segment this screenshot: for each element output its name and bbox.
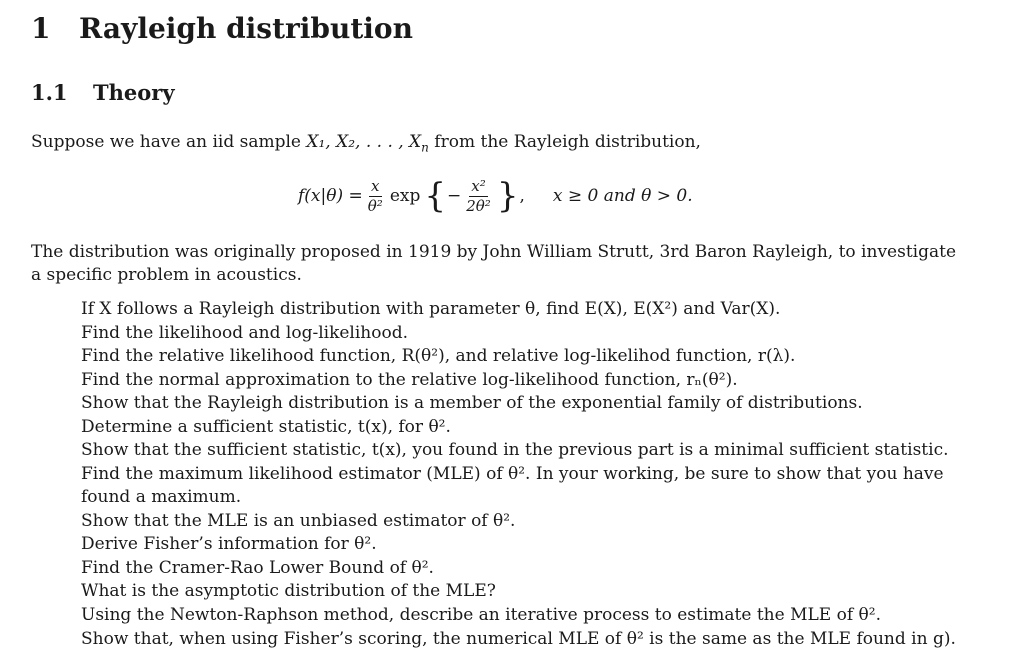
subsection-number: 1.1 bbox=[31, 80, 68, 105]
subsection-heading bbox=[31, 80, 175, 105]
right-brace: } bbox=[496, 176, 519, 216]
left-brace: { bbox=[424, 176, 446, 216]
fraction-1-denominator: θ² bbox=[367, 196, 383, 215]
fraction-2-numerator: x² bbox=[471, 176, 486, 195]
item-text: Determine a sufficient statistic, t(x), for θ². bbox=[81, 416, 451, 437]
intro-sample: X₁, X₂, . . . , X bbox=[306, 132, 422, 152]
item-text: What is the asymptotic distribution of the MLE? bbox=[81, 581, 496, 602]
density-equation bbox=[298, 170, 693, 222]
fraction-2-denominator: 2θ² bbox=[466, 196, 491, 215]
section-number: 1 bbox=[31, 12, 51, 45]
subsection-title: Theory bbox=[93, 80, 175, 105]
equation-condition: x ≥ 0 and θ > 0. bbox=[552, 186, 693, 206]
item-text: Find the Cramer-Rao Lower Bound of θ². bbox=[81, 557, 434, 578]
item-text: Show that the sufficient statistic, t(x), you found in the previous part is a minimal sufficient statistic. bbox=[81, 440, 949, 461]
fraction-1-numerator: x bbox=[371, 176, 380, 195]
equation-fraction-1 bbox=[366, 177, 385, 216]
equation-comma: , bbox=[519, 186, 525, 206]
item-text: Show that the Rayleigh distribution is a member of the exponential family of distributions. bbox=[81, 393, 863, 414]
item-text: Derive Fisher’s information for θ². bbox=[81, 534, 377, 555]
section-heading bbox=[31, 12, 413, 45]
equation-exp: exp bbox=[389, 186, 421, 206]
equation-fraction-2 bbox=[464, 177, 493, 216]
item-text: If X follows a Rayleigh distribution with parameter θ, find E(X), E(X²) and Var(X). bbox=[81, 299, 781, 319]
item-text: Find the relative likelihood function, R(θ²), and relative log-likelihod function, r(λ). bbox=[81, 346, 796, 367]
history-paragraph-line-2: a specific problem in acoustics. bbox=[31, 265, 302, 285]
item-text: Find the maximum likelihood estimator (MLE) of θ². In your working, be sure to show that you have bbox=[81, 463, 944, 484]
item-text: Find the likelihood and log-likelihood. bbox=[81, 322, 409, 343]
equation-lhs: f(x|θ) = bbox=[298, 186, 363, 206]
intro-before: Suppose we have an iid sample bbox=[31, 132, 307, 152]
intro-sample-sub: n bbox=[421, 140, 429, 155]
intro-sentence bbox=[31, 131, 701, 154]
item-text: Find the normal approximation to the relative log-likelihood function, rₙ(θ²). bbox=[81, 369, 738, 390]
item-text-continued: found a maximum. bbox=[81, 487, 242, 508]
item-text: Using the Newton-Raphson method, describe an iterative process to estimate the MLE of θ². bbox=[81, 605, 881, 626]
section-title: Rayleigh distribution bbox=[79, 12, 413, 45]
item-text: Show that, when using Fisher’s scoring, the numerical MLE of θ² is the same as the MLE found in g). bbox=[81, 628, 956, 649]
intro-after: from the Rayleigh distribution, bbox=[428, 132, 701, 152]
equation-minus: − bbox=[446, 186, 462, 206]
history-paragraph-line-1: The distribution was originally proposed in 1919 by John William Strutt, 3rd Baron Rayleigh, to investigate bbox=[31, 242, 957, 262]
item-text: Show that the MLE is an unbiased estimator of θ². bbox=[81, 510, 516, 531]
